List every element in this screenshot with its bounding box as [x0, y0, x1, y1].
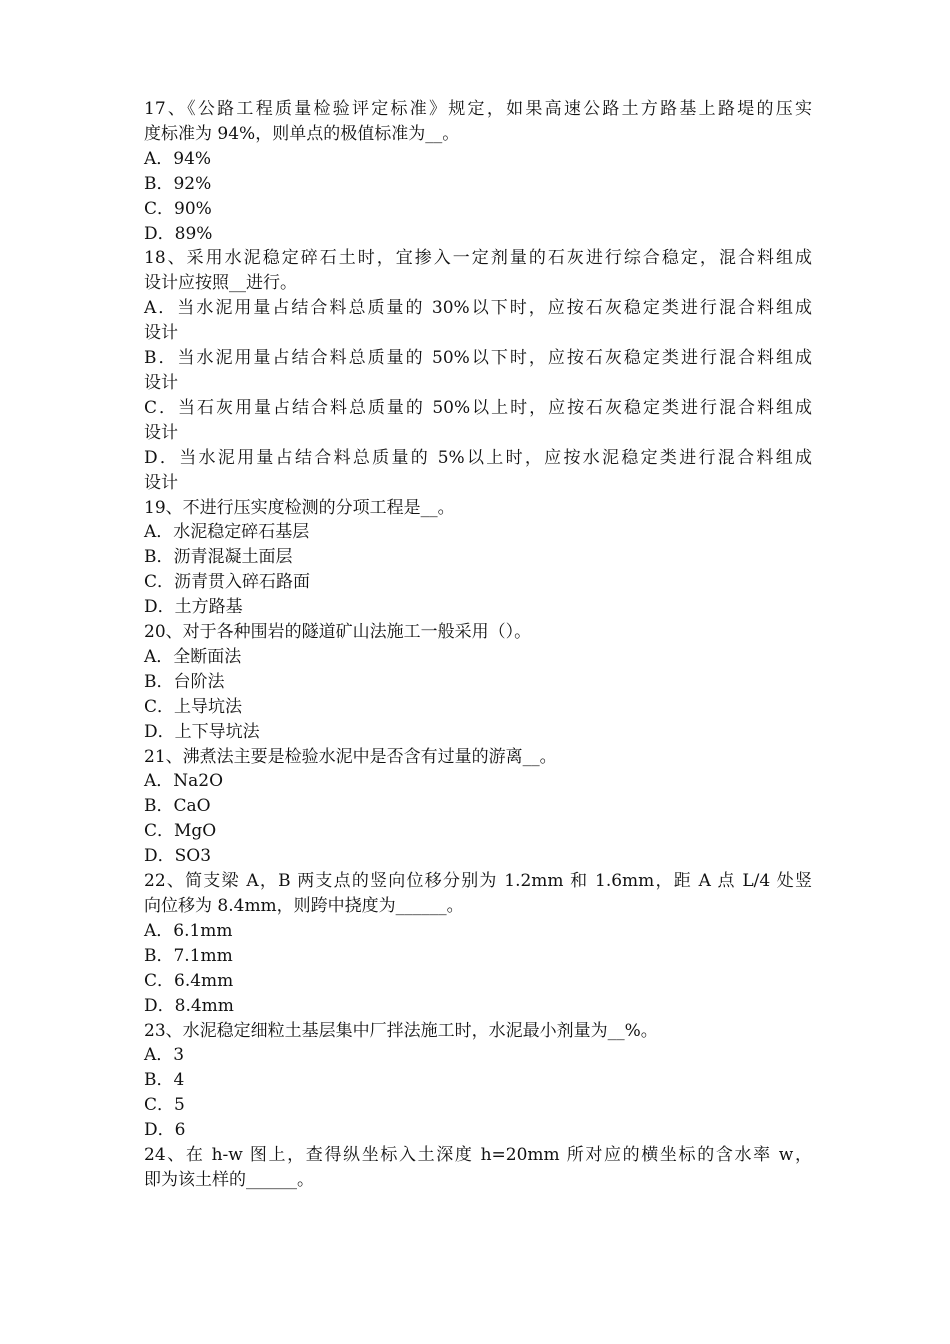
- option-d: D．SO3: [144, 846, 212, 867]
- option-a: A．94%: [144, 148, 212, 169]
- question-stem-line: 21、沸煮法主要是检验水泥中是否含有过量的游离__。: [144, 746, 557, 767]
- question-stem-line: 19、不进行压实度检测的分项工程是__。: [144, 497, 455, 518]
- option-c: C．MgO: [144, 821, 217, 842]
- option-b: B．台阶法: [144, 671, 225, 692]
- document-page: [144, 97, 812, 1193]
- question-22: [144, 869, 812, 1018]
- option-c: C．当石灰用量占结合料总质量的 50%以上时，应按石灰稳定类进行混合料组成: [144, 397, 812, 418]
- option-a: A．6.1mm: [144, 920, 233, 941]
- option-d-continued: 设计: [144, 472, 178, 493]
- question-stem-line: 24、在 h-w 图上，查得纵坐标入土深度 h=20mm 所对应的横坐标的含水率 w，: [144, 1145, 812, 1166]
- option-a: A．3: [144, 1045, 185, 1066]
- option-a: A．水泥稳定碎石基层: [144, 522, 310, 543]
- option-b: B．CaO: [144, 796, 211, 817]
- option-d: D．89%: [144, 223, 213, 244]
- option-b: B．92%: [144, 173, 212, 194]
- option-a-continued: 设计: [144, 323, 178, 344]
- question-20: [144, 620, 812, 745]
- question-stem-line: 即为该土样的______。: [144, 1169, 314, 1190]
- option-c: C．沥青贯入碎石路面: [144, 572, 311, 593]
- option-b: B．7.1mm: [144, 945, 233, 966]
- question-stem-line: 23、水泥稳定细粒土基层集中厂拌法施工时，水泥最小剂量为__%。: [144, 1020, 658, 1041]
- question-23: [144, 1019, 812, 1144]
- question-stem-line: 22、简支梁 A，B 两支点的竖向位移分别为 1.2mm 和 1.6mm，距 A 点 L/4 处竖: [144, 871, 812, 892]
- question-stem-line: 设计应按照__进行。: [144, 273, 297, 294]
- question-stem-line: 度标准为 94%，则单点的极值标准为__。: [144, 123, 460, 144]
- option-d: D．6: [144, 1120, 186, 1141]
- option-c: C．上导坑法: [144, 696, 243, 717]
- option-d: D．上下导坑法: [144, 721, 260, 742]
- question-19: [144, 496, 812, 621]
- option-d: D．当水泥用量占结合料总质量的 5%以上时，应按水泥稳定类进行混合料组成: [144, 447, 812, 468]
- option-d: D．8.4mm: [144, 995, 234, 1016]
- option-c: C．6.4mm: [144, 970, 234, 991]
- option-a: A．当水泥用量占结合料总质量的 30%以下时，应按石灰稳定类进行混合料组成: [144, 298, 812, 319]
- question-stem-line: 17、《公路工程质量检验评定标准》规定，如果高速公路土方路基上路堤的压实: [144, 99, 812, 119]
- question-stem-line: 18、采用水泥稳定碎石土时，宜掺入一定剂量的石灰进行综合稳定，混合料组成: [144, 248, 812, 269]
- option-d: D．土方路基: [144, 597, 243, 618]
- option-c: C．90%: [144, 198, 212, 219]
- question-17: [144, 97, 812, 246]
- option-a: A．Na2O: [144, 771, 224, 792]
- question-stem-line: 向位移为 8.4mm，则跨中挠度为______。: [144, 896, 464, 916]
- question-stem-line: 20、对于各种围岩的隧道矿山法施工一般采用（）。: [144, 622, 532, 643]
- question-18: [144, 246, 812, 495]
- option-c-continued: 设计: [144, 422, 178, 443]
- option-c: C．5: [144, 1095, 185, 1116]
- option-b: B．沥青混凝土面层: [144, 547, 293, 568]
- option-b-continued: 设计: [144, 372, 178, 393]
- option-b: B．4: [144, 1070, 185, 1091]
- option-b: B．当水泥用量占结合料总质量的 50%以下时，应按石灰稳定类进行混合料组成: [144, 348, 812, 369]
- option-a: A．全断面法: [144, 646, 242, 667]
- question-24: [144, 1143, 812, 1193]
- question-21: [144, 745, 812, 870]
